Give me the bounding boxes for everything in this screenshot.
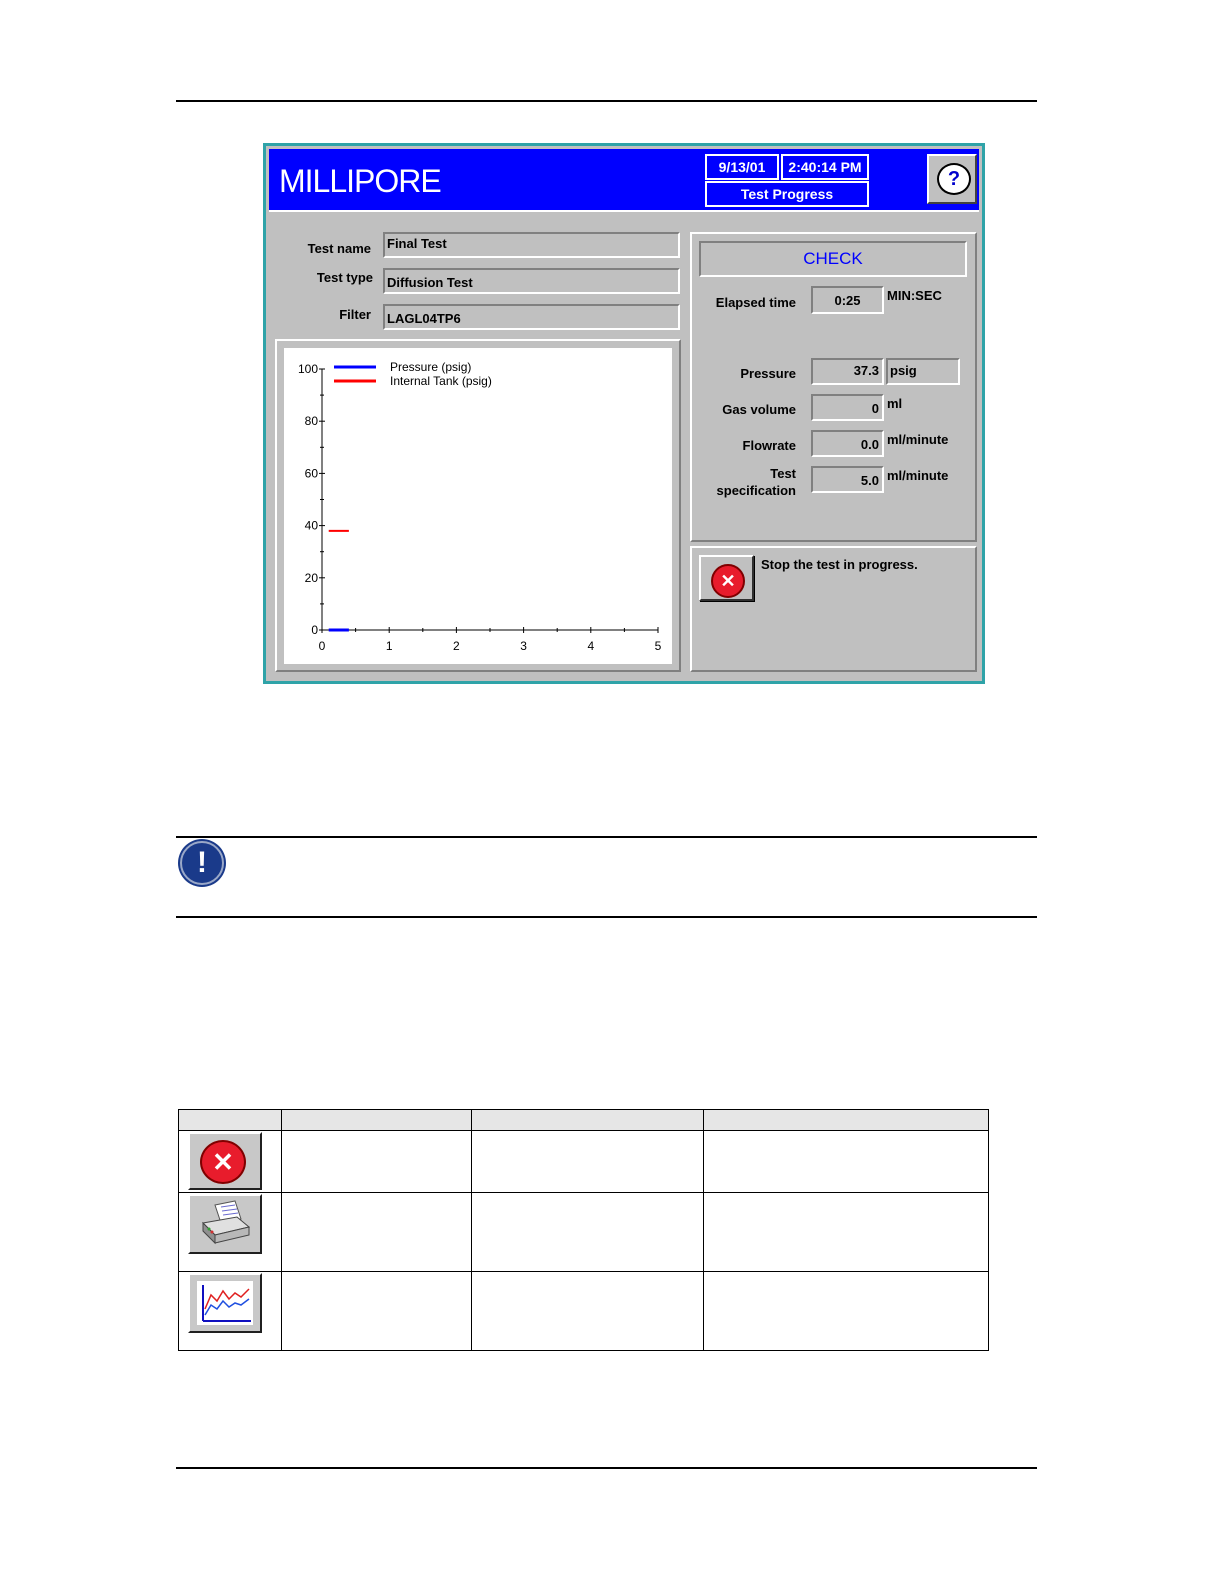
test-name-label: Test name (307, 241, 371, 256)
chart-axes (319, 369, 658, 633)
stop-test-button[interactable] (699, 555, 754, 601)
chart-legend (334, 360, 492, 388)
gas-volume-label: Gas volume (722, 402, 796, 417)
table-cell (282, 1131, 472, 1193)
table-header-cell (282, 1110, 472, 1131)
table-cell (704, 1272, 989, 1351)
test-name-field (383, 232, 680, 258)
flowrate-value: 0.0 (860, 437, 879, 452)
test-spec-field (811, 466, 884, 493)
table-cell (282, 1272, 472, 1351)
table-header-cell (704, 1110, 989, 1131)
table-header-cell (472, 1110, 704, 1131)
test-type-label: Test type (316, 270, 373, 285)
flowrate-label: Flowrate (742, 438, 796, 453)
chart-panel (275, 339, 681, 672)
pressure-field (811, 358, 884, 385)
filter-field (383, 304, 680, 330)
flowrate-unit: ml/minute (887, 432, 949, 447)
y-tick-label: 80 (304, 414, 318, 429)
gas-volume-field (811, 394, 884, 421)
elapsed-time-label: Elapsed time (715, 295, 796, 310)
filter-label: Filter (339, 307, 371, 322)
chart-tick-labels (298, 362, 662, 653)
flowrate-field (811, 430, 884, 457)
test-state: CHECK (803, 249, 863, 268)
y-tick-label: 100 (297, 362, 318, 376)
table-cell (704, 1193, 989, 1272)
legend-label: Pressure (psig) (390, 360, 472, 374)
y-tick-label: 20 (304, 570, 318, 585)
test-type-value: Diffusion Test (387, 275, 473, 290)
top-rule (176, 100, 1037, 102)
y-tick-label: 0 (311, 623, 318, 637)
graph-button[interactable] (188, 1273, 262, 1333)
pressure-label: Pressure (740, 366, 796, 381)
elapsed-time-field (811, 286, 884, 314)
graph-icon (197, 1281, 253, 1325)
printer-icon (197, 1199, 253, 1247)
table-cell (282, 1193, 472, 1272)
table-header-cell (179, 1110, 282, 1131)
table-cell (179, 1131, 282, 1193)
table-cell (704, 1131, 989, 1193)
chart-series (329, 531, 349, 630)
table-row (179, 1193, 989, 1272)
bottom-rule (176, 1467, 1037, 1469)
pressure-value: 37.3 (853, 363, 879, 378)
stop-button-sample[interactable] (188, 1132, 262, 1190)
table-cell (179, 1193, 282, 1272)
x-tick-label: 3 (520, 639, 527, 653)
table-cell (472, 1131, 704, 1193)
stop-panel (690, 546, 977, 672)
elapsed-time-unit: MIN:SEC (887, 288, 942, 303)
test-spec-value: 5.0 (860, 473, 879, 488)
y-tick-label: 40 (304, 518, 318, 533)
stop-description: Stop the test in progress. (761, 557, 918, 572)
test-type-field (383, 268, 680, 294)
x-tick-label: 2 (453, 639, 460, 653)
button-table (178, 1109, 989, 1351)
test-spec-label-line1: Test (770, 466, 796, 481)
test-spec-unit: ml/minute (887, 468, 949, 483)
screen-title: Test Progress (705, 181, 869, 207)
help-icon: ? (937, 163, 971, 195)
help-button[interactable] (927, 154, 977, 204)
test-chart (284, 348, 672, 664)
table-header-row (179, 1110, 989, 1131)
x-tick-label: 1 (385, 639, 393, 653)
legend-label: Internal Tank (psig) (390, 374, 492, 388)
print-button[interactable] (188, 1194, 262, 1254)
x-tick-label: 5 (654, 639, 662, 653)
table-cell (179, 1272, 282, 1351)
time-display: 2:40:14 PM (781, 154, 869, 180)
gas-volume-unit: ml (887, 396, 903, 411)
table-row (179, 1272, 989, 1351)
table-cell (472, 1193, 704, 1272)
stop-icon: ✕ (200, 1140, 246, 1184)
table-cell (472, 1272, 704, 1351)
x-tick-label: 4 (587, 639, 595, 653)
table-row (179, 1131, 989, 1193)
pressure-unit: psig (890, 363, 917, 378)
brand-logo: MILLIPORE (279, 163, 441, 199)
note-bottom-rule (176, 916, 1037, 918)
title-bar (269, 149, 979, 212)
stop-icon: ✕ (711, 564, 745, 598)
note-top-rule (176, 836, 1037, 838)
state-box (699, 241, 967, 277)
y-tick-label: 60 (304, 466, 318, 481)
test-spec-label-line2: specification (716, 483, 796, 498)
test-progress-screen (263, 143, 985, 684)
gas-volume-value: 0 (871, 401, 879, 416)
date-display: 9/13/01 (705, 154, 779, 180)
pressure-unit-box (886, 358, 960, 385)
filter-value: LAGL04TP6 (387, 311, 461, 326)
elapsed-time-value: 0:25 (834, 293, 861, 308)
x-tick-label: 0 (318, 639, 326, 653)
test-name-value: Final Test (387, 236, 447, 251)
exclamation-icon: ! (180, 841, 224, 885)
